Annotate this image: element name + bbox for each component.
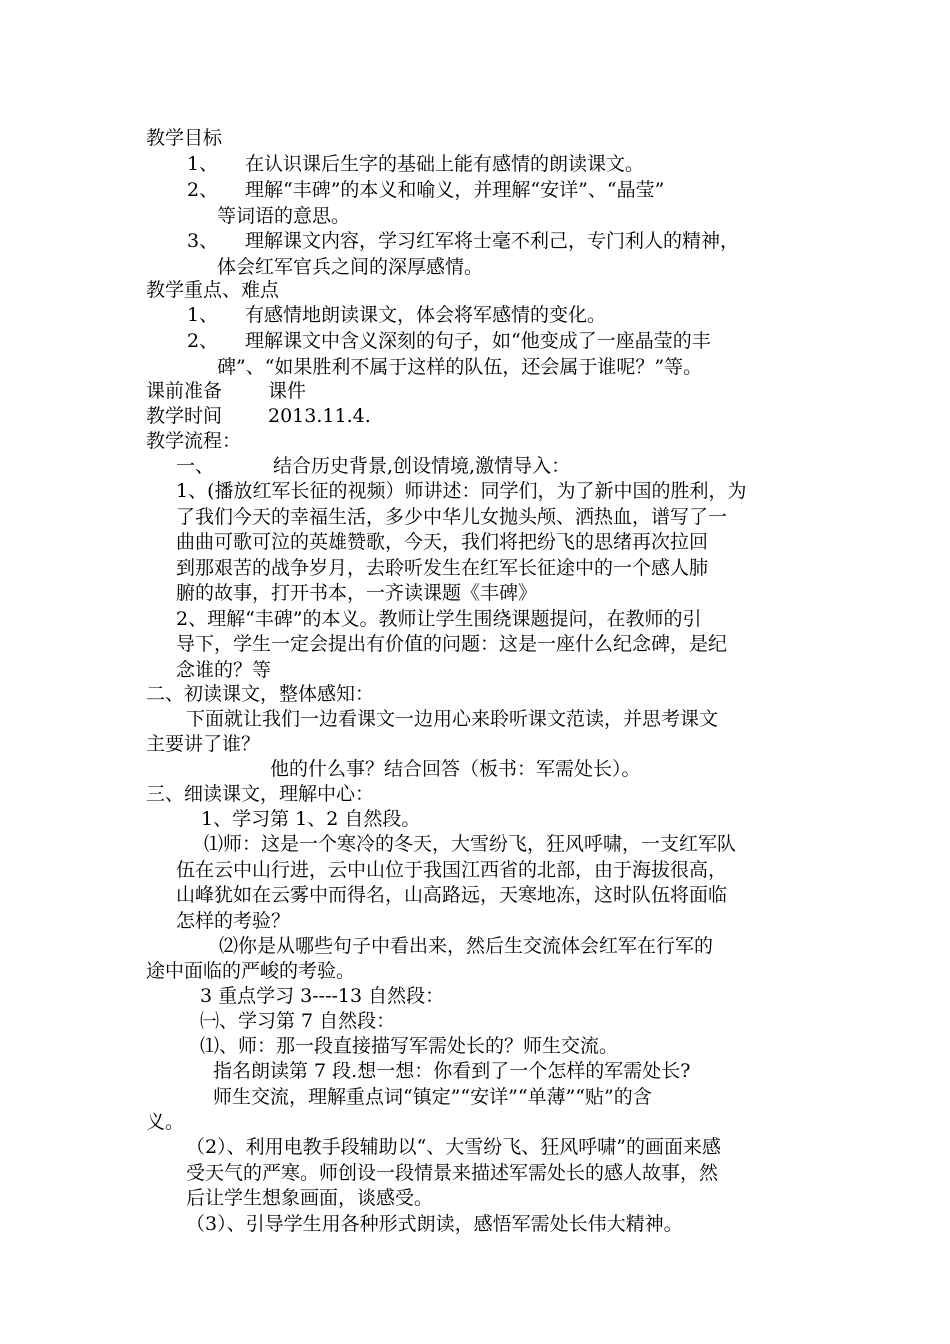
objectives-heading: 教学目标 xyxy=(146,127,223,149)
paragraph-line: 受天气的严寒。师创设一段情景来描述军需处长的感人故事，然 xyxy=(186,1162,719,1184)
paragraph-line: 腑的故事，打开书本，一齐读课题《丰碑》 xyxy=(176,582,538,604)
keypoints-heading: 教学重点、难点 xyxy=(146,279,280,301)
paragraph-line: 到那艰苦的战争岁月，去聆听发生在红军长征途中的一个感人肺 xyxy=(176,557,709,579)
objective-num: 2、 xyxy=(187,179,219,201)
paragraph-line: 2、理解“丰碑”的本义。教师让学生围绕课题提问，在教师的引 xyxy=(176,608,702,630)
time-label: 教学时间 xyxy=(146,405,223,427)
paragraph-line: 了我们今天的幸福生活，多少中华儿女抛头颅、洒热血，谱写了一 xyxy=(176,506,728,528)
paragraph-line: 师生交流，理解重点词“镇定”“安详”“单薄”“贴”的含 xyxy=(213,1086,652,1108)
paragraph-line: ⑵你是从哪些句子中看出来，然后生交流体会红军在行军的 xyxy=(219,935,714,957)
paragraph-line: 下面就让我们一边看课文一边用心来聆听课文范读，并思考课文 xyxy=(186,708,719,730)
paragraph-line: 山峰犹如在云雾中而得名，山高路远，天寒地冻，这时队伍将面临 xyxy=(176,884,728,906)
section-num: 一、 xyxy=(176,455,215,477)
prep-value: 课件 xyxy=(268,380,307,402)
keypoint-num: 2、 xyxy=(187,330,219,352)
paragraph-line: ⑴师：这是一个寒冷的冬天，大雪纷飞，狂风呼啸，一支红军队 xyxy=(204,833,737,855)
section-1-title xyxy=(176,453,570,479)
paragraph-line: 念谁的？等 xyxy=(176,659,272,681)
paragraph-line: 1、(播放红军长征的视频）师讲述：同学们，为了新中国的胜利，为 xyxy=(176,480,747,502)
paragraph-line: 曲曲可歌可泣的英雄赞歌，今天，我们将把纷飞的思绪再次拉回 xyxy=(176,531,709,553)
paragraph-line: 他的什么事？结合回答（板书：军需处长）。 xyxy=(270,758,641,780)
objective-text: 理解课文内容，学习红军将士毫不利己，专门利人的精神， xyxy=(245,230,740,252)
objective-text: 在认识课后生字的基础上能有感情的朗读课文。 xyxy=(245,153,645,175)
paragraph-line: 主要讲了谁？ xyxy=(146,733,261,755)
objective-num: 3、 xyxy=(187,230,219,252)
flow-heading: 教学流程： xyxy=(146,430,242,452)
subsection-title: 1、学习第 1、2 自然段。 xyxy=(201,808,421,830)
keypoint-text-cont: 碑”、“如果胜利不属于这样的队伍，还会属于谁呢？”等。 xyxy=(217,356,703,378)
objective-item-1 xyxy=(187,151,644,177)
objective-text-cont: 体会红军官兵之间的深厚感情。 xyxy=(217,256,484,278)
paragraph-line: ⑴、师：那一段直接描写军需处长的？师生交流。 xyxy=(200,1035,619,1057)
subsection-title: ㈠、学习第 7 自然段： xyxy=(200,1010,396,1032)
paragraph-line: （3）、引导学生用各种形式朗读，感悟军需处长伟大精神。 xyxy=(186,1213,683,1235)
paragraph-line: 后让学生想象画面，谈感受。 xyxy=(186,1187,434,1209)
keypoint-text: 有感情地朗读课文，体会将军感情的变化。 xyxy=(245,304,607,326)
paragraph-line: 途中面临的严峻的考验。 xyxy=(146,960,356,982)
keypoint-text: 理解课文中含义深刻的句子，如“他变成了一座晶莹的丰 xyxy=(245,330,711,352)
objective-item-3 xyxy=(187,228,739,254)
keypoint-num: 1、 xyxy=(187,304,219,326)
paragraph-line: 导下，学生一定会提出有价值的问题：这是一座什么纪念碑，是纪 xyxy=(176,633,728,655)
objective-item-2 xyxy=(187,177,664,203)
paragraph-line: 伍在云中山行进，云中山位于我国江西省的北部，由于海拔很高， xyxy=(176,859,728,881)
keypoint-item-1 xyxy=(187,302,606,328)
section-title-text: 结合历史背景,创设情境,激情导入： xyxy=(273,455,571,477)
time-row xyxy=(146,403,371,429)
objective-text: 理解“丰碑”的本义和喻义，并理解“安详”、“晶莹” xyxy=(245,179,665,201)
prep-row xyxy=(146,378,306,404)
prep-label: 课前准备 xyxy=(146,380,223,402)
paragraph-line: 义。 xyxy=(146,1111,185,1133)
paragraph-line: 指名朗读第 7 段.想一想：你看到了一个怎样的军需处长? xyxy=(213,1060,691,1082)
time-value: 2013.11.4. xyxy=(268,405,371,427)
paragraph-line: 怎样的考验？ xyxy=(176,910,291,932)
section-2-title: 二、初读课文，整体感知： xyxy=(146,683,375,705)
keypoint-item-2 xyxy=(187,328,711,354)
objective-text-cont: 等词语的意思。 xyxy=(217,205,351,227)
objective-num: 1、 xyxy=(187,153,219,175)
paragraph-line: （2）、利用电教手段辅助以“、大雪纷飞、狂风呼啸”的画面来感 xyxy=(186,1136,722,1158)
subsection-title: 3 重点学习 3----13 自然段： xyxy=(200,985,445,1007)
section-3-title: 三、细读课文，理解中心： xyxy=(146,783,375,805)
